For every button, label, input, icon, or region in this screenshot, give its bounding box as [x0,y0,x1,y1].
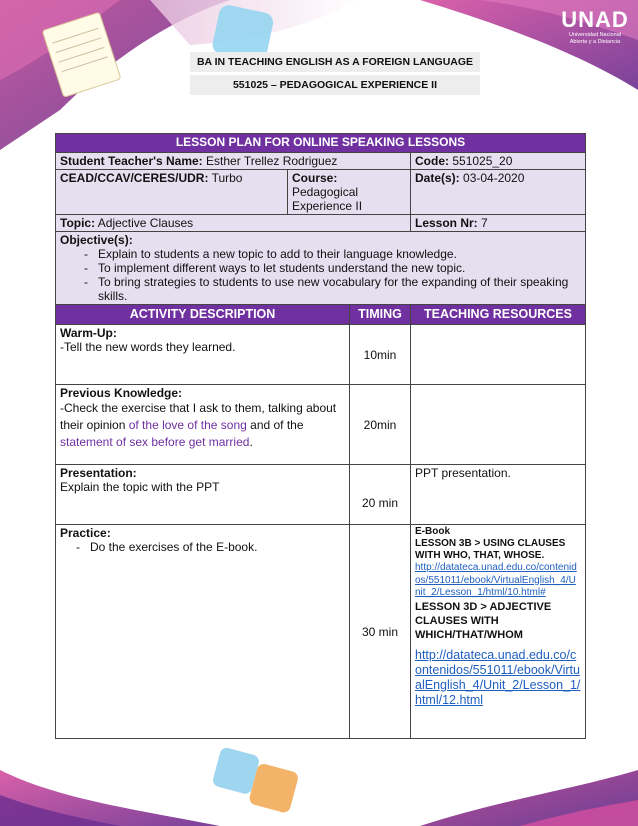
code-label: Code: [415,154,449,168]
practice-item: - Do the exercises of the E-book. [76,540,345,554]
student-value: Esther Trellez Rodriguez [206,154,338,168]
student-label: Student Teacher's Name: [60,154,203,168]
lesson-3b-label: LESSON 3B > USING CLAUSES WITH WHO, THAT, WHOSE. [415,538,566,561]
lesson-3d-label: LESSON 3D > ADJECTIVE CLAUSES WITH WHICH/THAT/WHOM [415,600,552,641]
warmup-resources [411,325,586,385]
practice-resources [411,525,586,739]
lesson-3b-link[interactable]: http://datateca.unad.edu.co/contenidos/551011/ebook/VirtualEnglish_4/Unit_2/Lesson_1/html/10.html# [415,562,577,598]
warmup-timing: 10min [350,325,411,385]
warmup-text: -Tell the new words they learned. [60,340,236,354]
topic-label: Topic: [60,216,96,230]
course-label: Course: [292,171,338,185]
logo-sub1: Universidad Nacional [569,32,621,38]
logo-brand: UNAD [561,7,629,32]
practice-timing: 30 min [350,525,411,739]
logo-sub2: Abierta y a Distancia [569,39,621,45]
lesson-3d-link[interactable]: http://datateca.unad.edu.co/contenidos/551011/ebook/VirtualEnglish_4/Unit_2/Lesson_1/html/12.html [415,647,581,707]
unad-logo [555,8,635,46]
practice-activity-cell [56,525,350,739]
code-value: 551025_20 [452,154,513,168]
objective-item: - Explain to students a new topic to add to their language knowledge. [84,247,581,261]
warmup-activity-cell [56,325,350,385]
code-cell [411,153,586,170]
objectives-label: Objective(s): [60,233,133,247]
col-header-resources: TEACHING RESOURCES [411,305,586,325]
course-title: 551025 – PEDAGOGICAL EXPERIENCE II [190,75,480,95]
col-header-timing: TIMING [350,305,411,325]
previous-text: -Check the exercise that I ask to them, talking about their opinion of the love of the song and of the statement of sex before get married. [60,401,337,449]
lesson-number-cell [411,215,586,232]
bottom-tiles-graphic [209,746,301,814]
presentation-title: Presentation: [60,466,137,480]
practice-title: Practice: [60,526,111,540]
topic-cell [56,215,411,232]
cead-cell [56,170,288,215]
previous-title: Previous Knowledge: [60,386,183,400]
course-cell [288,170,411,215]
date-value: 03-04-2020 [463,171,525,185]
previous-activity-cell [56,385,350,465]
table-title: LESSON PLAN FOR ONLINE SPEAKING LESSONS [56,134,586,153]
topic-value: Adjective Clauses [97,216,194,230]
presentation-activity-cell [56,465,350,525]
presentation-timing: 20 min [350,465,411,525]
practice-list [60,540,345,554]
lesson-value: 7 [481,216,488,230]
program-title: BA IN TEACHING ENGLISH AS A FOREIGN LANGUAGE [190,52,480,72]
ebook-label: E-Book [415,526,450,537]
previous-resources [411,385,586,465]
warmup-title: Warm-Up: [60,326,117,340]
objectives-list [60,247,581,303]
course-value: Pedagogical Experience II [292,185,363,213]
objectives-cell [56,232,586,305]
presentation-text: Explain the topic with the PPT [60,480,220,494]
date-cell [411,170,586,215]
objective-item: - To implement different ways to let students understand the new topic. [84,261,581,275]
col-header-activity: ACTIVITY DESCRIPTION [56,305,350,325]
objective-item: - To bring strategies to students to use new vocabulary for the expanding of their speaking skills. [84,275,581,303]
student-name-cell [56,153,411,170]
previous-timing: 20min [350,385,411,465]
presentation-resources: PPT presentation. [411,465,586,525]
cead-value: Turbo [211,171,243,185]
lesson-plan-table [55,133,586,739]
date-label: Date(s): [415,171,460,185]
lesson-label: Lesson Nr: [415,216,478,230]
cead-label: CEAD/CCAV/CERES/UDR: [60,171,209,185]
